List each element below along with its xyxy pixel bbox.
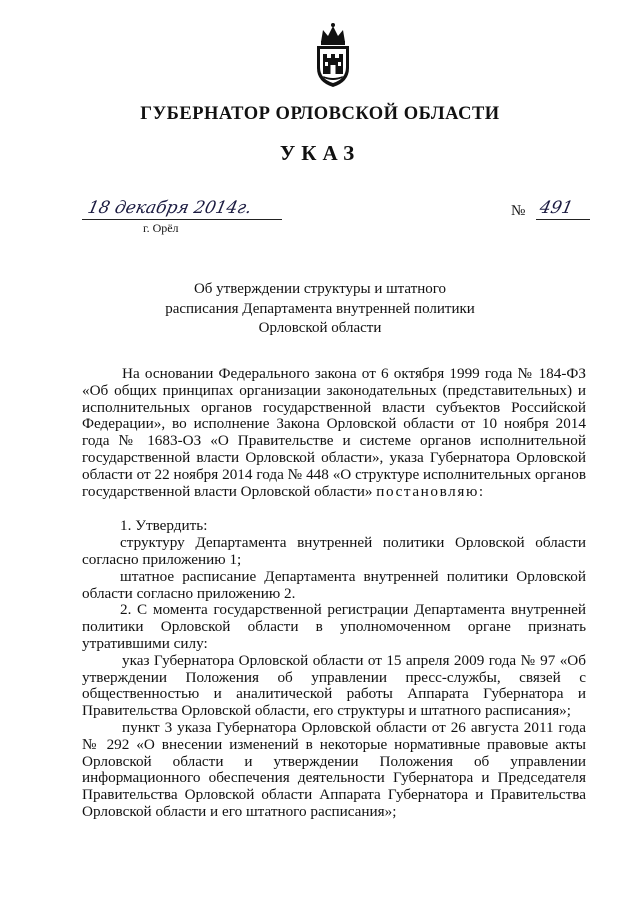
city-label: г. Орёл <box>143 221 179 235</box>
subject-line: Орловской области <box>258 320 382 336</box>
item-2-decree-97: указ Губернатора Орловской области от 15 апреля 2009 года № 97 «Об утверждении Положения об управлении пресс-службы, связей с общественностью и аналитической работы Аппарата Губернатора и Правительства Орловской области, его структуры и штатного расписания»; <box>82 651 586 720</box>
handwritten-date: 18 декабря 2014г. <box>85 198 254 218</box>
date-underline <box>82 219 282 220</box>
number-underline <box>536 219 590 220</box>
item-2-decree-292: пункт 3 указа Губернатора Орловской области от 26 августа 2011 года № 292 «О внесении изменений в некоторые нормативные правовые акты Орловской области и утверждении Положения об управлении информационного обеспечения деятельности Губернатора и Председателя Правительства Орловской области Аппарата Губернатора и Правительства Орловской области и его штатного расписания»; <box>82 718 586 820</box>
number-label: № <box>511 203 526 219</box>
document-subject <box>150 280 490 339</box>
org-title: ГУБЕРНАТОР ОРЛОВСКОЙ ОБЛАСТИ <box>140 104 500 124</box>
item-2-title: 2. С момента государственной регистрации Департамента внутренней политики Орловской области в уполномоченном органе признать утратившими силу: <box>82 601 586 652</box>
preamble-text: На основании Федерального закона от 6 октября 1999 года № 184-ФЗ «Об общих принципах организации законодательных (представительных) и исполнительных органов государственной власти субъектов Российской Федерации», во исполнение Закона Орловской области от 10 ноября 2014 года № 1683-ОЗ «О Правительстве и системе органов исполнительной государственной власти Орловской области», указа Губернатора Орловской области от 22 ноября 2014 года № 448 «О структуре исполнительных органов государственной власти Орловской области» <box>82 365 586 500</box>
coat-of-arms-icon <box>312 22 354 88</box>
subject-line: Об утверждении структуры и штатного <box>193 281 447 297</box>
decree-word: постановляю: <box>376 482 485 500</box>
handwritten-number: 491 <box>537 198 575 218</box>
document-type: УКАЗ <box>279 141 361 165</box>
preamble-paragraph <box>82 366 586 500</box>
subject-line: расписания Департамента внутренней политики <box>165 300 475 317</box>
document-body <box>82 366 586 821</box>
item-1-structure: структуру Департамента внутренней политики Орловской области согласно приложению 1; <box>82 534 586 568</box>
item-1-title: 1. Утвердить: <box>120 517 208 535</box>
item-1-staffing: штатное расписание Департамента внутренней политики Орловской области согласно приложению 2. <box>82 567 586 602</box>
